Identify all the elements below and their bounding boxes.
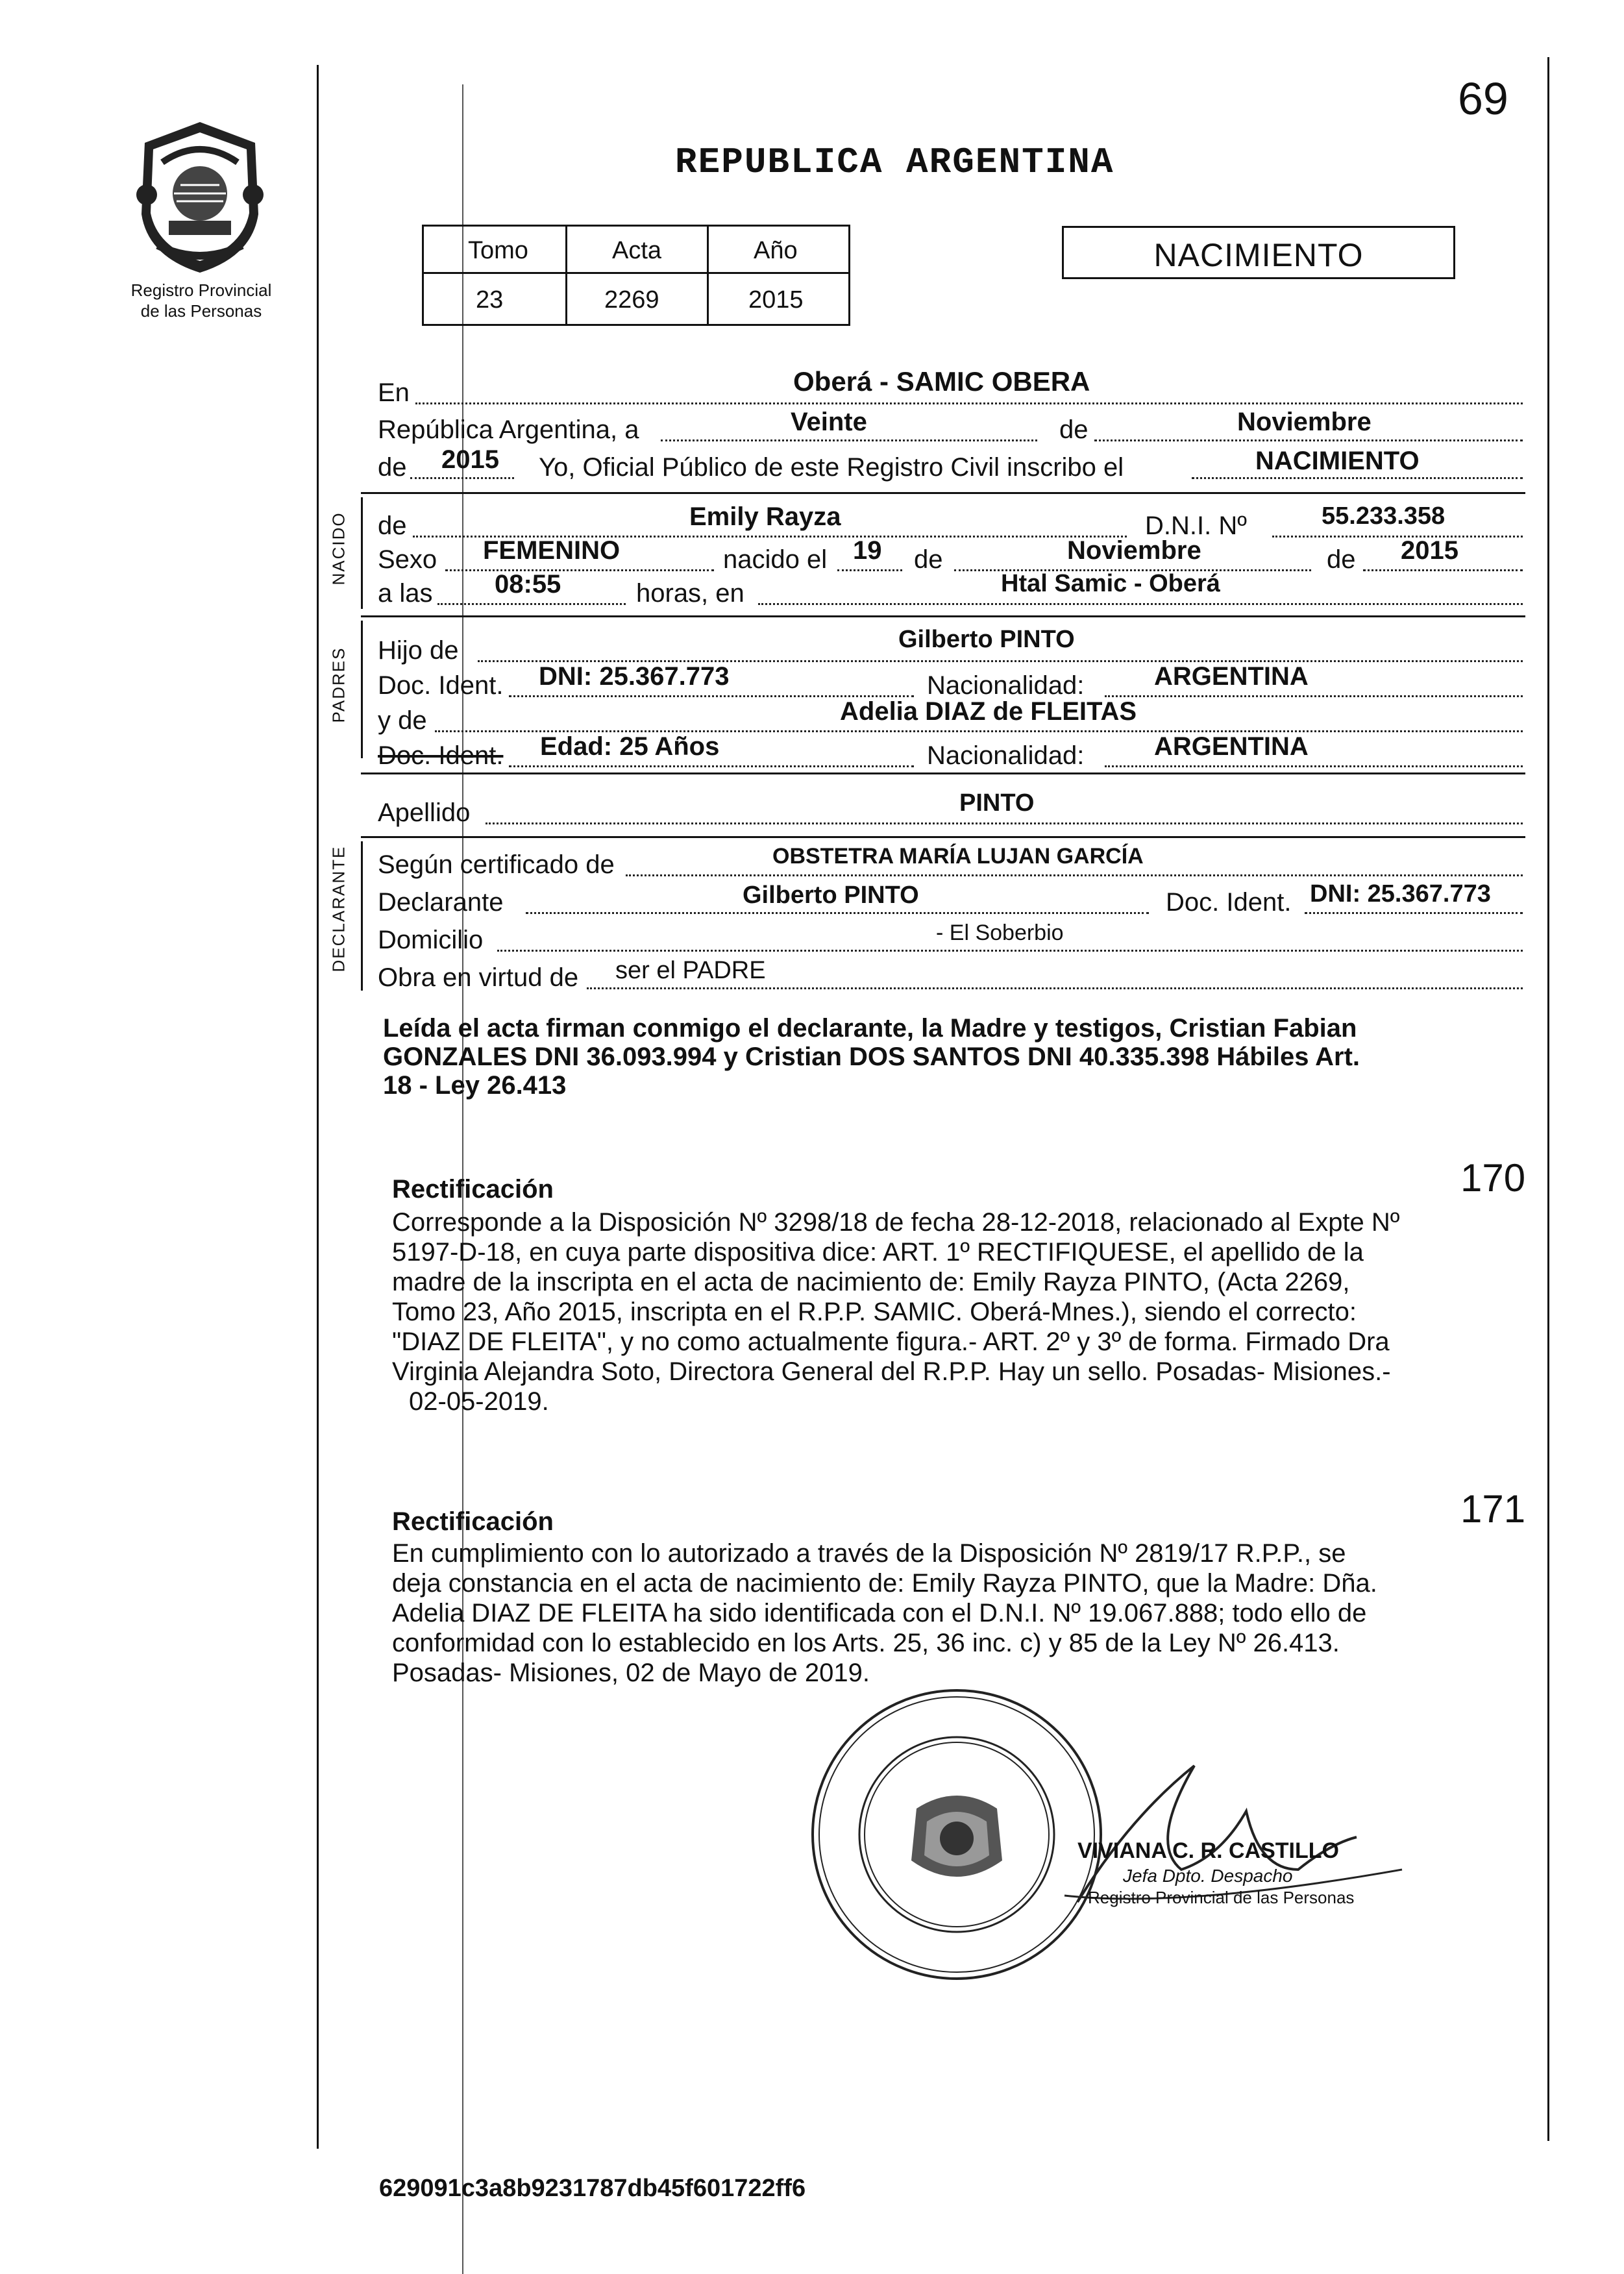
- padre-nacionalidad-value: ARGENTINA: [1154, 662, 1309, 691]
- domicilio-dots: [497, 950, 1523, 952]
- madre-nacionalidad-label: Nacionalidad:: [927, 741, 1085, 770]
- apellido-value: PINTO: [959, 789, 1035, 817]
- rectificacion-1-number: 170: [1460, 1156, 1526, 1200]
- rectificacion-2-line: deja constancia en el acta de nacimiento de: Emily Rayza PINTO, que la Madre: Dña.: [392, 1569, 1377, 1598]
- signature-role: Jefa Dpto. Despacho: [1123, 1866, 1293, 1886]
- mes-nacido-value: Noviembre: [1067, 536, 1201, 565]
- rectificacion-2-title: Rectificación: [392, 1507, 554, 1536]
- padre-doc-label: Doc. Ident.: [378, 671, 504, 700]
- page-title: REPUBLICA ARGENTINA: [675, 142, 1114, 183]
- anio-nacido-dots: [1363, 569, 1523, 571]
- declarante-value: Gilberto PINTO: [743, 882, 919, 909]
- nacido-de-label: de: [378, 512, 407, 540]
- table-header-acta: Acta: [612, 237, 662, 264]
- nacido-section-label: NACIDO: [328, 512, 349, 586]
- madre-value: Adelia DIAZ de FLEITAS: [840, 697, 1137, 726]
- logo-label-1: Registro Provincial: [130, 280, 272, 300]
- nombre-value: Emily Rayza: [689, 502, 841, 531]
- rectificacion-1-line: "DIAZ DE FLEITA", y no como actualmente figura.- ART. 2º y 3º de forma. Firmado Dra: [392, 1328, 1390, 1356]
- declarante-label: Declarante: [378, 888, 504, 917]
- lugar-dots: [758, 603, 1523, 605]
- rectificacion-2-line: conformidad con lo establecido en los Arts. 25, 36 inc. c) y 85 de la Ley Nº 26.413.: [392, 1629, 1340, 1657]
- rectificacion-1-line: Tomo 23, Año 2015, inscripta en el R.P.P. SAMIC. Oberá-Mnes.), siendo el correcto:: [392, 1298, 1357, 1326]
- dni-dots: [1272, 536, 1523, 538]
- en-label: En: [378, 378, 410, 407]
- mes-dots: [1094, 439, 1523, 441]
- page-number: 69: [1458, 73, 1508, 124]
- sexo-label: Sexo: [378, 545, 437, 574]
- apellido-label: Apellido: [378, 798, 471, 827]
- madre-nacionalidad-value: ARGENTINA: [1154, 732, 1309, 761]
- padre-nacionalidad-label: Nacionalidad:: [927, 671, 1085, 700]
- padres-bar: [361, 621, 363, 758]
- rectificacion-1-title: Rectificación: [392, 1175, 554, 1204]
- dia-value: Veinte: [791, 408, 867, 436]
- tipo-dots: [1192, 477, 1523, 479]
- declarante-dots: [526, 912, 1149, 914]
- madre-nacionalidad-dots: [1105, 765, 1523, 767]
- domicilio-label: Domicilio: [378, 926, 484, 954]
- officer-text: Yo, Oficial Público de este Registro Civil inscribo el: [539, 453, 1124, 482]
- nacido-de-label-2: de: [914, 545, 943, 574]
- y-de-label: y de: [378, 706, 427, 735]
- dia-value-nacido: 19: [853, 536, 882, 565]
- en-value: Oberá - SAMIC OBERA: [793, 366, 1090, 397]
- rectificacion-1-line: Virginia Alejandra Soto, Directora General del R.P.P. Hay un sello. Posadas- Misiones.-: [392, 1357, 1391, 1386]
- signature-name: VIVIANA C. R. CASTILLO: [1077, 1838, 1339, 1863]
- madre-doc-label-struck: Doc. Ident.: [378, 741, 504, 770]
- padres-section-label: PADRES: [328, 647, 349, 723]
- table-value-anio: 2015: [748, 286, 804, 314]
- right-margin-line: [1547, 57, 1549, 2141]
- act-type-label: NACIMIENTO: [1153, 237, 1364, 273]
- hora-value: 08:55: [495, 570, 561, 599]
- rectificacion-2-line: Adelia DIAZ DE FLEITA ha sido identificada con el D.N.I. Nº 19.067.888; todo ello de: [392, 1599, 1367, 1627]
- certificado-label: Según certificado de: [378, 850, 615, 879]
- section-divider-4: [361, 836, 1525, 838]
- dni-label: D.N.I. Nº: [1145, 512, 1247, 540]
- a-las-label: a las: [378, 579, 433, 608]
- rectificacion-1-line: Corresponde a la Disposición Nº 3298/18 de fecha 28-12-2018, relacionado al Expte Nº: [392, 1208, 1400, 1237]
- table-header-anio: Año: [754, 237, 798, 264]
- signature-entity: Registro Provincial de las Personas: [1088, 1888, 1355, 1907]
- left-margin-line: [317, 65, 319, 2149]
- hijo-de-label: Hijo de: [378, 636, 459, 665]
- registry-table: [422, 225, 850, 326]
- obra-value: ser el PADRE: [615, 957, 766, 984]
- rectificacion-2-text: [392, 1539, 1377, 1688]
- rectificacion-1-text: [392, 1207, 1399, 1416]
- nacido-bar: [361, 497, 363, 609]
- dni-value: 55.233.358: [1322, 502, 1446, 530]
- rectificacion-1-line: 02-05-2019.: [409, 1387, 549, 1416]
- nacido-de-label-3: de: [1327, 545, 1356, 574]
- sexo-value: FEMENINO: [483, 536, 621, 565]
- madre-doc-value: Edad: 25 Años: [540, 732, 720, 761]
- table-header-tomo: Tomo: [468, 237, 528, 264]
- footer-hash: 629091c3a8b9231787db45f601722ff6: [379, 2175, 806, 2202]
- de-label: de: [1059, 415, 1089, 444]
- firma-text-3: 18 - Ley 26.413: [383, 1071, 567, 1100]
- republica-label: República Argentina, a: [378, 415, 639, 444]
- sexo-dots: [445, 569, 714, 571]
- mes-value: Noviembre: [1237, 408, 1372, 436]
- logo-label-2: de las Personas: [140, 301, 262, 321]
- declarante-section-label: DECLARANTE: [328, 845, 349, 972]
- section-divider-3: [361, 772, 1525, 774]
- hora-dots: [437, 603, 626, 605]
- lugar-value: Htal Samic - Oberá: [1001, 570, 1220, 597]
- dia-dots: [837, 569, 902, 571]
- declarante-doc-label: Doc. Ident.: [1166, 888, 1292, 917]
- rectificacion-2-line: Posadas- Misiones, 02 de Mayo de 2019.: [392, 1659, 870, 1687]
- obra-dots: [587, 987, 1523, 989]
- anio-value: 2015: [441, 445, 499, 474]
- horas-en-label: horas, en: [636, 579, 744, 608]
- apellido-dots: [486, 822, 1523, 824]
- rectificacion-1-line: 5197-D-18, en cuya parte dispositiva dice: ART. 1º RECTIFIQUESE, el apellido de la: [392, 1238, 1364, 1267]
- section-divider-2: [361, 615, 1525, 617]
- table-value-tomo: 23: [476, 286, 504, 314]
- madre-doc-dots: [509, 765, 914, 767]
- padre-value: Gilberto PINTO: [898, 626, 1075, 653]
- declarante-doc-value: DNI: 25.367.773: [1310, 880, 1491, 908]
- nacido-el-label: nacido el: [723, 545, 828, 574]
- section-divider: [361, 492, 1525, 494]
- domicilio-value: - El Soberbio: [936, 921, 1064, 945]
- de2-label: de: [378, 453, 407, 482]
- table-value-acta: 2269: [604, 286, 659, 314]
- declarante-bar: [361, 841, 363, 991]
- rectificacion-1-line: madre de la inscripta en el acta de nacimiento de: Emily Rayza PINTO, (Acta 2269,: [392, 1268, 1350, 1296]
- rectificacion-2-line: En cumplimiento con lo autorizado a través de la Disposición Nº 2819/17 R.P.P., se: [392, 1539, 1346, 1568]
- en-dots: [415, 402, 1523, 404]
- rectificacion-2-number: 171: [1460, 1487, 1526, 1531]
- anio-nacido-value: 2015: [1401, 536, 1458, 565]
- firma-text-2: GONZALES DNI 36.093.994 y Cristian DOS SANTOS DNI 40.335.398 Hábiles Art.: [383, 1043, 1360, 1071]
- province-logo: [129, 117, 271, 279]
- tipo-value: NACIMIENTO: [1255, 447, 1420, 475]
- padre-doc-value: DNI: 25.367.773: [539, 662, 730, 691]
- obra-label: Obra en virtud de: [378, 963, 579, 992]
- republica-dots: [661, 439, 1037, 441]
- firma-text-1: Leída el acta firman conmigo el declarante, la Madre y testigos, Cristian Fabian: [383, 1014, 1357, 1043]
- certificado-dots: [626, 874, 1523, 876]
- certificado-value: OBSTETRA MARÍA LUJAN GARCÍA: [772, 844, 1144, 869]
- anio-dots: [410, 477, 514, 479]
- declarante-doc-dots: [1305, 912, 1523, 914]
- padre-nacionalidad-dots: [1105, 695, 1523, 697]
